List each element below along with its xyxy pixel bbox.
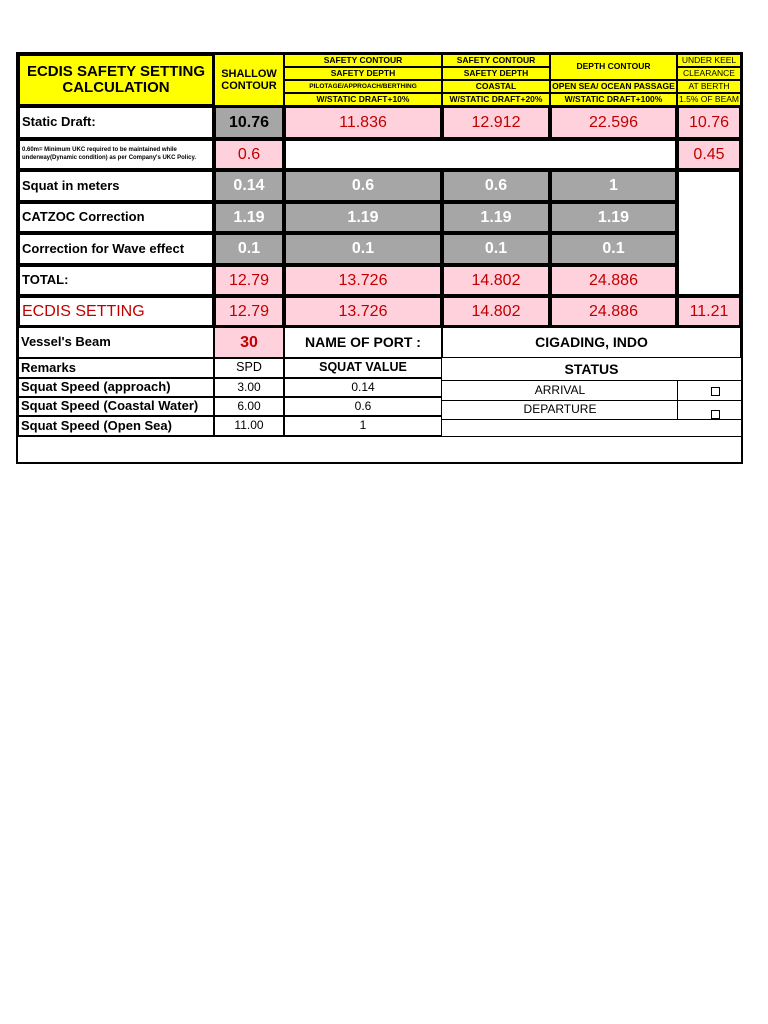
ecdis-ukc: 11.21 [677,296,741,327]
wave-shallow: 0.1 [214,233,284,265]
total-label: TOTAL: [18,265,214,296]
ecdis-sc1: 13.726 [284,296,442,327]
total-sc1: 13.726 [284,265,442,296]
ecdis-sc2: 14.802 [442,296,550,327]
static-draft-shallow: 10.76 [214,106,284,139]
status-divider-bottom [442,419,741,420]
vessel-beam-value: 30 [214,327,284,358]
ukc-header-line4: 1.5% OF BEAM [677,93,741,106]
status-checkbox-divider [677,381,678,419]
squat-speed-approach-label: Squat Speed (approach) [18,378,214,397]
total-shallow: 12.79 [214,265,284,296]
sc1-header-line1: SAFETY CONTOUR [284,54,442,67]
ecdis-shallow: 12.79 [214,296,284,327]
ecdis-setting-label: ECDIS SETTING [18,296,214,327]
wave-sc1: 0.1 [284,233,442,265]
catzoc-sc1: 1.19 [284,202,442,233]
vessel-beam-label: Vessel's Beam [18,327,214,358]
depth-contour-header-line3: W/STATIC DRAFT+100% [550,93,677,106]
squat-speed-coastal-label: Squat Speed (Coastal Water) [18,397,214,416]
min-ukc-shallow: 0.6 [214,139,284,170]
squat-shallow: 0.14 [214,170,284,202]
wave-label: Correction for Wave effect [18,233,214,265]
depth-contour-header-line2: OPEN SEA/ OCEAN PASSAGE [550,80,677,93]
status-departure-label: DEPARTURE [523,401,597,416]
port-name-value: CIGADING, INDO [442,327,741,358]
squat-speed-coastal-spd: 6.00 [214,397,284,416]
squat-value-header: SQUAT VALUE [284,358,442,378]
status-header: STATUS [564,360,619,377]
catzoc-shallow: 1.19 [214,202,284,233]
total-depth: 24.886 [550,265,677,296]
sc2-header-line3: COASTAL [442,80,550,93]
static-draft-sc1: 11.836 [284,106,442,139]
sc1-header-line4: W/STATIC DRAFT+10% [284,93,442,106]
departure-checkbox[interactable] [711,410,720,419]
sc2-header-line2: SAFETY DEPTH [442,67,550,80]
sc2-header-line1: SAFETY CONTOUR [442,54,550,67]
squat-label: Squat in meters [18,170,214,202]
wave-depth: 0.1 [550,233,677,265]
static-draft-depth: 22.596 [550,106,677,139]
squat-sc2: 0.6 [442,170,550,202]
ukc-header-line1: UNDER KEEL [677,54,741,67]
spd-header: SPD [214,358,284,378]
squat-speed-approach-spd: 3.00 [214,378,284,397]
squat-speed-open-sea-squat: 1 [284,416,442,436]
depth-contour-header-line1: DEPTH CONTOUR [550,54,677,80]
squat-speed-open-sea-spd: 11.00 [214,416,284,436]
total-sc2: 14.802 [442,265,550,296]
static-draft-label: Static Draft: [18,106,214,139]
static-draft-sc2: 12.912 [442,106,550,139]
status-arrival-label: ARRIVAL [534,382,586,397]
remarks-label: Remarks [18,358,214,378]
wave-sc2: 0.1 [442,233,550,265]
calculation-sheet [16,52,743,464]
bottom-divider [18,436,741,437]
squat-sc1: 0.6 [284,170,442,202]
ukc-header-line3: AT BERTH [677,80,741,93]
min-ukc-blank [284,139,677,170]
shallow-contour-header: SHALLOW CONTOUR [214,54,284,106]
squat-speed-open-sea-label: Squat Speed (Open Sea) [18,416,214,436]
catzoc-label: CATZOC Correction [18,202,214,233]
min-ukc-ukc: 0.45 [677,139,741,170]
ecdis-depth: 24.886 [550,296,677,327]
sc1-header-line3: PILOTAGE/APPROACH/BERTHING [284,80,442,93]
catzoc-sc2: 1.19 [442,202,550,233]
static-draft-ukc: 10.76 [677,106,741,139]
ukc-blank-cell [677,170,741,296]
arrival-checkbox[interactable] [711,387,720,396]
title-cell: ECDIS SAFETY SETTING CALCULATION [18,54,214,106]
squat-speed-coastal-squat: 0.6 [284,397,442,416]
sc2-header-line4: W/STATIC DRAFT+20% [442,93,550,106]
min-ukc-note: 0.60m= Minimum UKC required to be maintained while underway(Dynamic condition) as per Company's UKC Policy. [18,139,214,170]
catzoc-depth: 1.19 [550,202,677,233]
squat-depth: 1 [550,170,677,202]
port-name-label: NAME OF PORT : [284,327,442,358]
sc1-header-line2: SAFETY DEPTH [284,67,442,80]
squat-speed-approach-squat: 0.14 [284,378,442,397]
ukc-header-line2: CLEARANCE [677,67,741,80]
